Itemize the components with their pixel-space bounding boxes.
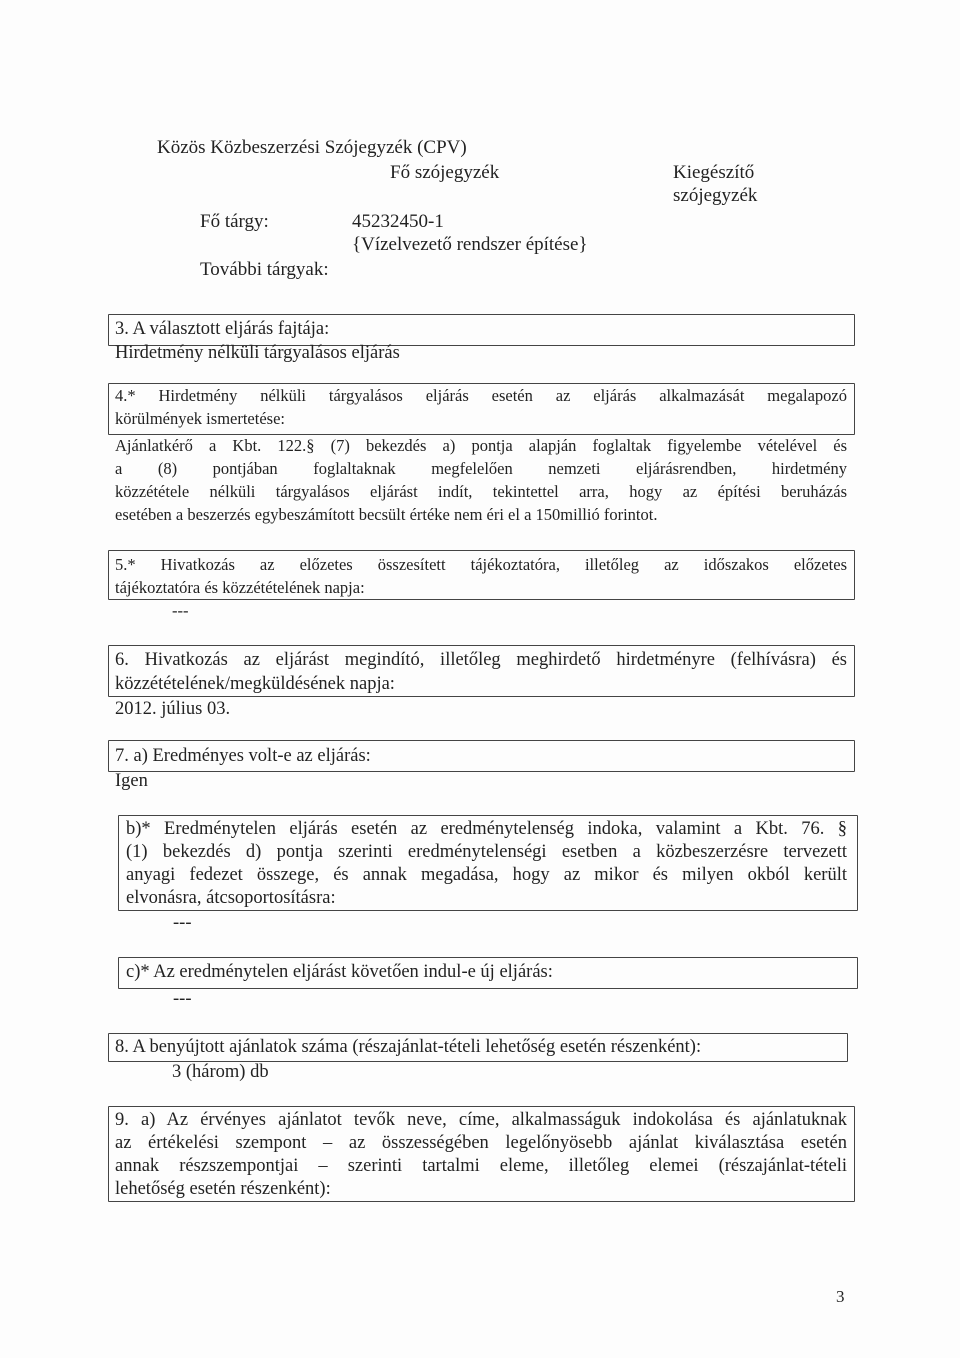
cpv-title: Közös Közbeszerzési Szójegyzék (CPV) (157, 137, 467, 158)
main-subject-code: 45232450-1 (352, 211, 444, 232)
section-9-heading-line: lehetőség esetén részenként): (115, 1179, 331, 1199)
main-subject-description: {Vízelvezető rendszer építése} (352, 234, 588, 255)
section-8-value: 3 (három) db (172, 1062, 269, 1082)
section-4-body-line: Ajánlatkérő a Kbt. 122.§ (7) bekezdés a) pontja alapján foglaltak figyelembe vételével és (115, 436, 847, 455)
section-7b-heading-line: elvonásra, átcsoportosításra: (126, 888, 336, 908)
section-9-heading-line: annak részszempontjai – szerinti tartalmi eleme, illetőleg elemei (részajánlat-tételi (115, 1156, 847, 1176)
section-4-body-line: esetében a beszerzés egybeszámított becsült értéke nem éri el a 150millió forintot. (115, 505, 658, 524)
section-4-heading-line: 4.* Hirdetmény nélküli tárgyalásos eljárás esetén az eljárás alkalmazását megalapozó (115, 386, 847, 405)
section-7c-value: --- (173, 989, 192, 1009)
section-7a-heading: 7. a) Eredményes volt-e az eljárás: (115, 746, 371, 766)
section-6-heading-line: 6. Hivatkozás az eljárást megindító, illetőleg meghirdető hirdetményre (felhívásra) és (115, 650, 847, 670)
section-7b-heading-line: b)* Eredménytelen eljárás esetén az eredménytelenség indoka, valamint a Kbt. 76. § (126, 819, 847, 839)
section-3-value: Hirdetmény nélküli tárgyalásos eljárás (115, 343, 400, 363)
section-6-heading-line: közzétételének/megküldésének napja: (115, 674, 395, 694)
supp-vocab-header-line1: Kiegészítő (673, 162, 755, 183)
supp-vocab-header-line2: szójegyzék (673, 185, 758, 206)
section-4-heading-line: körülmények ismertetése: (115, 409, 285, 428)
section-7a-value: Igen (115, 771, 148, 791)
section-8-heading: 8. A benyújtott ajánlatok száma (részajánlat-tételi lehetőség esetén részenként): (115, 1037, 702, 1057)
main-subject-label: Fő tárgy: (200, 211, 269, 232)
page-number: 3 (836, 1287, 845, 1306)
section-7b-heading-line: anyagi fedezet összege, és annak megadása, hogy az mikor és milyen okból került (126, 865, 847, 885)
section-4-body-line: közzététele nélküli tárgyalásos eljárást indít, tekintettel arra, hogy az építési beruházás (115, 482, 847, 501)
section-5-heading-line: 5.* Hivatkozás az előzetes összesített tájékoztatóra, illetőleg az időszakos előzetes (115, 555, 847, 574)
main-vocab-header: Fő szójegyzék (390, 162, 500, 183)
section-6-value: 2012. július 03. (115, 699, 231, 719)
section-4-body-line: a (8) pontjában foglaltaknak megfelelően nemzeti eljárásrendben, hirdetmény (115, 459, 847, 478)
section-9-heading-line: 9. a) Az érvényes ajánlatot tevők neve, címe, alkalmasságuk indokolása és ajánlatuknak (115, 1110, 847, 1130)
section-7c-heading: c)* Az eredménytelen eljárást követően indul-e új eljárás: (126, 962, 553, 982)
section-5-heading-line: tájékoztatóra és közzétételének napja: (115, 578, 365, 597)
section-3-heading: 3. A választott eljárás fajtája: (115, 319, 330, 339)
section-5-value: --- (172, 601, 189, 620)
section-7b-value: --- (173, 913, 192, 933)
additional-subject-label: További tárgyak: (200, 259, 329, 280)
section-9-heading-line: az értékelési szempont – az összességében legelőnyösebb ajánlat kiválasztása esetén (115, 1133, 847, 1153)
section-7b-heading-line: (1) bekezdés d) pontja szerinti eredménytelenségi esetben a közbeszerzésre tervezett (126, 842, 847, 862)
